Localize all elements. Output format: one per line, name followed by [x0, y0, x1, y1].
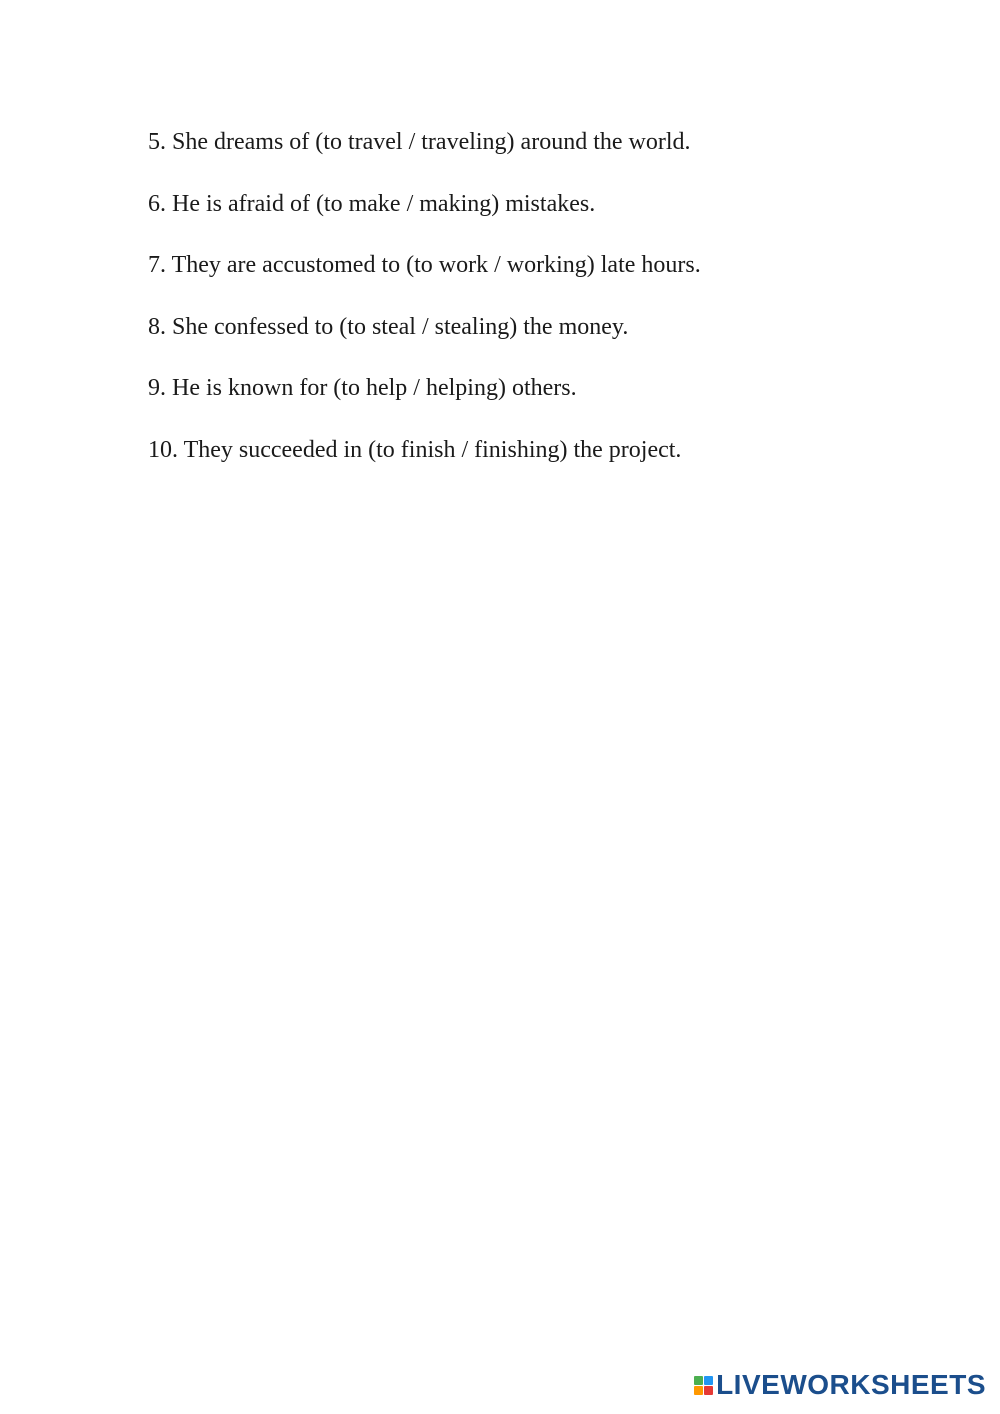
exercise-sentence-8: 8. She confessed to (to steal / stealing) the money. [148, 313, 629, 340]
exercise-sentence-5: 5. She dreams of (to travel / traveling) around the world. [148, 129, 691, 155]
logo-square-icon [704, 1386, 713, 1395]
logo-mark-icon [694, 1376, 713, 1395]
exercise-sentence-6: 6. He is afraid of (to make / making) mistakes. [148, 190, 596, 217]
exercise-sentence-7: 7. They are accustomed to (to work / working) late hours. [148, 252, 701, 278]
logo-square-icon [694, 1386, 703, 1395]
logo-square-icon [704, 1376, 713, 1385]
exercise-sentence-9: 9. He is known for (to help / helping) others. [148, 375, 577, 401]
logo-square-icon [694, 1376, 703, 1385]
logo-text: LIVEWORKSHEETS [716, 1369, 986, 1400]
exercise-sentence-10: 10. They succeeded in (to finish / finishing) the project. [148, 436, 682, 463]
liveworksheets-logo [694, 1370, 986, 1400]
exercise-list [148, 128, 701, 497]
